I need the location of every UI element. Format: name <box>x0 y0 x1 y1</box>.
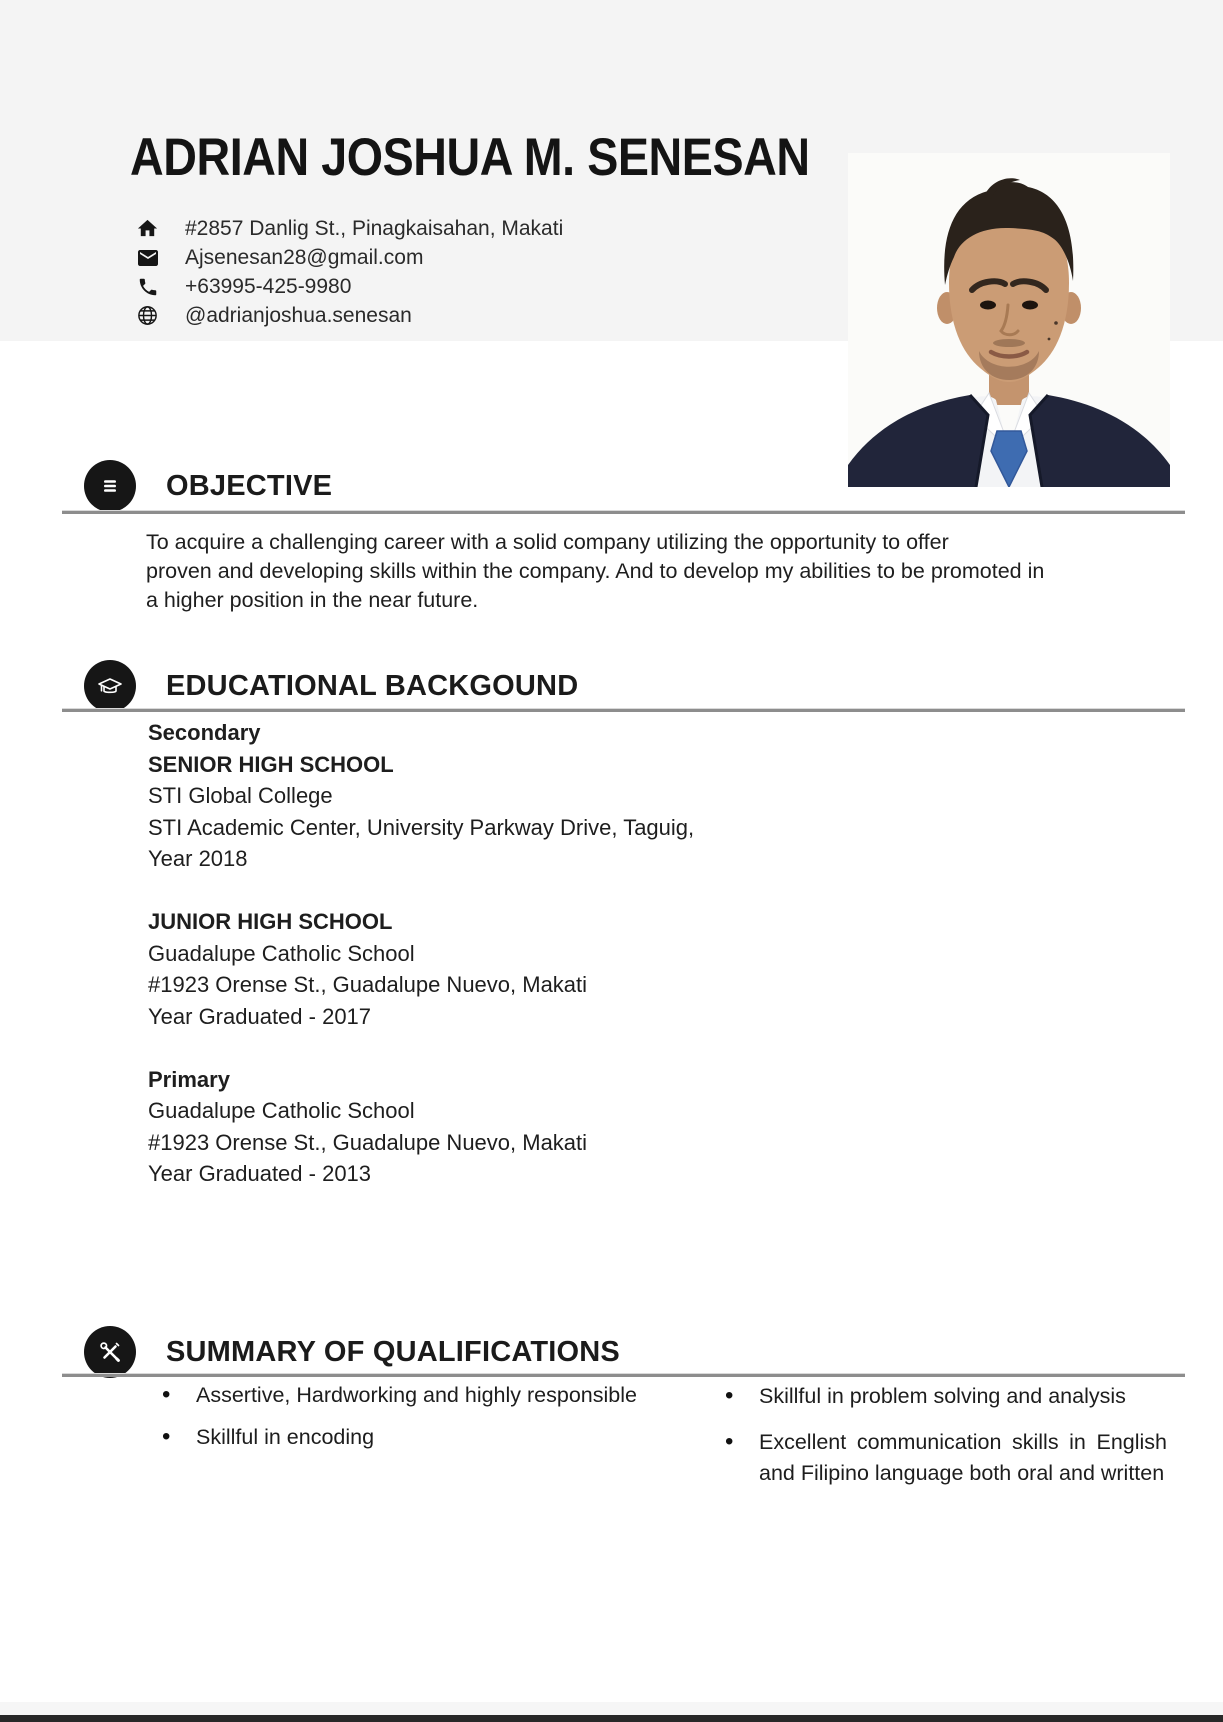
email-icon <box>135 246 160 270</box>
education-block-primary: Primary Guadalupe Catholic School #1923 Orense St., Guadalupe Nuevo, Makati Year Graduated - 2013 <box>148 1066 588 1186</box>
qualification-item: • Skillful in problem solving and analysis <box>723 1381 1167 1412</box>
qualifications-left-column <box>160 1381 680 1465</box>
page-bottom-strip <box>0 1702 1223 1715</box>
contact-row-phone <box>135 272 563 301</box>
education-rule <box>62 709 1185 712</box>
list-icon <box>84 460 136 512</box>
objective-paragraph: To acquire a challenging career with a solid company utilizing the opportunity to offer proven and developing skills within the company. And to develop my abilities to be promoted in a higher position in the near future. <box>146 530 1045 612</box>
contact-row-email <box>135 243 563 272</box>
contact-row-address <box>135 214 563 243</box>
education-block-junior-high: JUNIOR HIGH SCHOOL Guadalupe Catholic School #1923 Orense St., Guadalupe Nuevo, Makati Year Graduated - 2017 <box>148 909 588 1029</box>
viewer-bottom-bar <box>0 1715 1223 1722</box>
graduation-cap-icon <box>84 660 136 712</box>
education-title: EDUCATIONAL BACKGOUND <box>166 669 579 702</box>
contact-phone: +63995-425-9980 <box>185 274 352 298</box>
applicant-name: ADRIAN JOSHUA M. SENESAN <box>130 128 810 187</box>
contact-handle: @adrianjoshua.senesan <box>185 303 412 327</box>
qualifications-right-column <box>723 1381 1167 1504</box>
phone-icon <box>135 275 160 299</box>
contact-list <box>135 214 563 330</box>
education-list <box>148 717 694 1221</box>
qualification-item: • Excellent communication skills in English and Filipino language both oral and written <box>723 1427 1167 1489</box>
contact-row-handle <box>135 301 563 330</box>
crossed-tools-icon <box>84 1326 136 1378</box>
objective-title: OBJECTIVE <box>166 469 333 502</box>
objective-section-header <box>84 460 332 512</box>
qualifications-rule <box>62 1374 1185 1377</box>
qualification-item: • Skillful in encoding <box>160 1423 680 1452</box>
contact-address: #2857 Danlig St., Pinagkaisahan, Makati <box>185 216 564 240</box>
contact-email: Ajsenesan28@gmail.com <box>185 245 424 269</box>
home-icon <box>135 217 160 241</box>
globe-icon <box>135 304 160 328</box>
education-block-secondary: Secondary SENIOR HIGH SCHOOL STI Global College STI Academic Center, University Parkway Drive, Taguig, Year 2018 <box>148 720 695 871</box>
qualifications-section-header <box>84 1326 620 1378</box>
education-section-header <box>84 660 578 712</box>
qualification-item: • Assertive, Hardworking and highly responsible <box>160 1381 680 1410</box>
qualifications-title: SUMMARY OF QUALIFICATIONS <box>166 1335 620 1368</box>
applicant-photo <box>848 153 1170 487</box>
objective-rule <box>62 511 1185 514</box>
